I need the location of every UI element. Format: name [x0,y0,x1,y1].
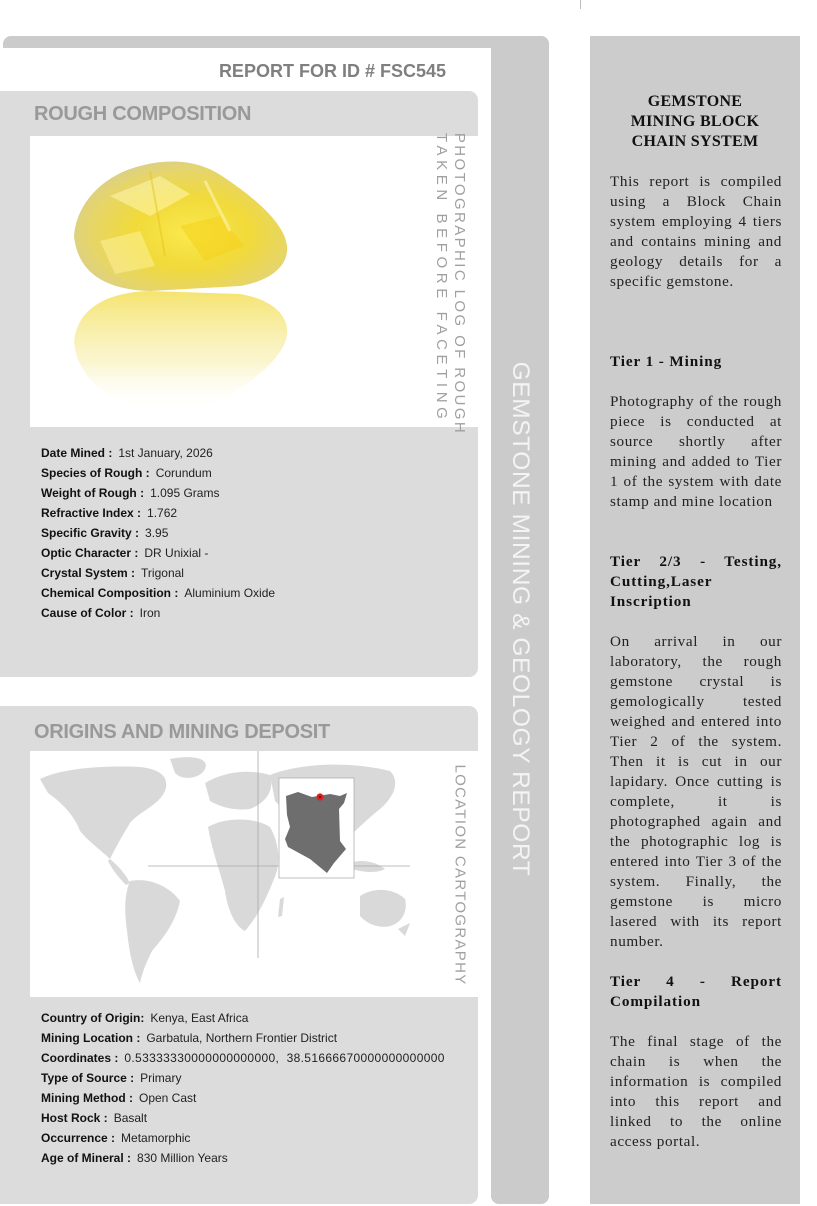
origin-fields-list [41,1008,445,1168]
origins-panel [0,706,478,1204]
photo-caption [425,132,475,436]
photo-caption-line1: PHOTOGRAPHIC LOG OF ROUGH [451,132,468,436]
field-label: Cause of Color : [41,606,134,620]
map-pin-icon [316,793,323,800]
field-label: Chemical Composition : [41,586,179,600]
field-label: Weight of Rough : [41,486,145,500]
gemstone-rough [74,162,287,291]
europe [205,772,271,810]
field-value: Kenya, East Africa [150,1011,249,1025]
field-value: 3.95 [145,526,169,540]
field-value: Trigonal [141,566,184,580]
info-title-line3: CHAIN SYSTEM [631,133,759,150]
field-label: Mining Location : [41,1031,141,1045]
field-label: Mining Method : [41,1091,133,1105]
field-value: Corundum [155,466,212,480]
top-divider-tick [580,0,581,9]
report-id-heading: REPORT FOR ID # FSC545 [218,61,446,81]
field-row [41,603,275,623]
field-label: Age of Mineral : [41,1151,132,1165]
origins-title: ORIGINS AND MINING DEPOSIT [34,721,330,743]
continents [40,757,410,983]
world-map [30,751,478,997]
field-row [41,523,275,543]
field-row [41,1088,445,1108]
field-value: 830 Million Years [137,1151,228,1165]
field-value: Iron [139,606,161,620]
field-label: Refractive Index : [41,506,142,520]
tier1-paragraph: Photography of the rough piece is conducted at source shortly after mining and added to Tier 1 of the system with date stamp and mine location [610,393,782,510]
frame-top-bar [3,36,549,48]
field-row [41,1068,445,1088]
field-row [41,1048,445,1068]
field-label: Type of Source : [41,1071,135,1085]
rough-composition-title: ROUGH COMPOSITION [34,103,252,125]
field-value: Basalt [113,1111,148,1125]
field-row [41,543,275,563]
tier23-paragraph: On arrival in our laboratory, the rough gemstone crystal is gemologically tested weighed and entered into Tier 2 of the system. Then it is cut in our lapidary. Once cutting is complete, it is photographed again and the photographic log is entered into Tier 3 of the system. Finally, the gemstone is micro lasered with its report number. [610,633,782,950]
info-title-line1: GEMSTONE [647,93,743,110]
field-value: Metamorphic [121,1131,191,1145]
greenland [170,757,206,778]
photo-caption-line2: TAKEN BEFORE FACETING [433,132,450,424]
blockchain-info-panel [590,36,800,1204]
field-label: Date Mined : [41,446,113,460]
field-label: Coordinates : [41,1051,119,1065]
map-caption [445,764,475,986]
field-row [41,483,275,503]
field-value: 0.53333330000000000000, 38.51666670000000000000 [124,1051,445,1065]
field-value: DR Unixial - [144,546,209,560]
field-value: Open Cast [138,1091,197,1105]
tier1-heading: Tier 1 - Mining [610,353,723,370]
field-value: Aluminium Oxide [184,586,276,600]
field-label: Optic Character : [41,546,139,560]
field-row [41,503,275,523]
gemstone-reflection [74,291,287,413]
tier23-heading: Tier 2/3 - Testing, Cutting,Laser Inscription [610,553,782,610]
field-row [41,1028,445,1048]
info-title-line2: MINING BLOCK [630,113,760,130]
side-title [491,362,549,876]
info-title [590,92,800,152]
tier4-paragraph: The final stage of the chain is when the information is compiled into this report and linked to the online access portal. [610,1033,782,1150]
gemstone-image [30,136,478,427]
side-title-text: GEMSTONE MINING & GEOLOGY REPORT [507,361,534,877]
field-value: Primary [140,1071,182,1085]
field-row [41,443,275,463]
north-america [40,767,166,860]
field-row [41,583,275,603]
tier4-heading: Tier 4 - Report Compilation [610,973,782,1010]
map-caption-text: LOCATION CARTOGRAPHY [452,764,470,986]
field-row [41,463,275,483]
africa [208,820,278,932]
field-row [41,563,275,583]
field-row [41,1128,445,1148]
rough-fields-list [41,443,275,623]
field-label: Occurrence : [41,1131,116,1145]
location-map [30,751,478,997]
rough-photo [30,132,478,436]
field-label: Host Rock : [41,1111,108,1125]
australia [360,890,406,927]
field-value: Garbatula, Northern Frontier District [146,1031,338,1045]
field-label: Country of Origin: [41,1011,145,1025]
south-america [125,880,180,983]
rough-composition-panel [0,91,478,677]
intro-paragraph: This report is compiled using a Block Chain system employing 4 tiers and contains mining and geology details for a specific gemstone. [610,173,782,290]
field-label: Crystal System : [41,566,136,580]
kenya-inset [279,778,354,878]
field-row [41,1008,445,1028]
field-value: 1.095 Grams [150,486,220,500]
field-label: Specific Gravity : [41,526,140,540]
field-value: 1st January, 2026 [118,446,213,460]
field-row [41,1108,445,1128]
field-value: 1.762 [147,506,178,520]
field-label: Species of Rough : [41,466,150,480]
field-row [41,1148,445,1168]
